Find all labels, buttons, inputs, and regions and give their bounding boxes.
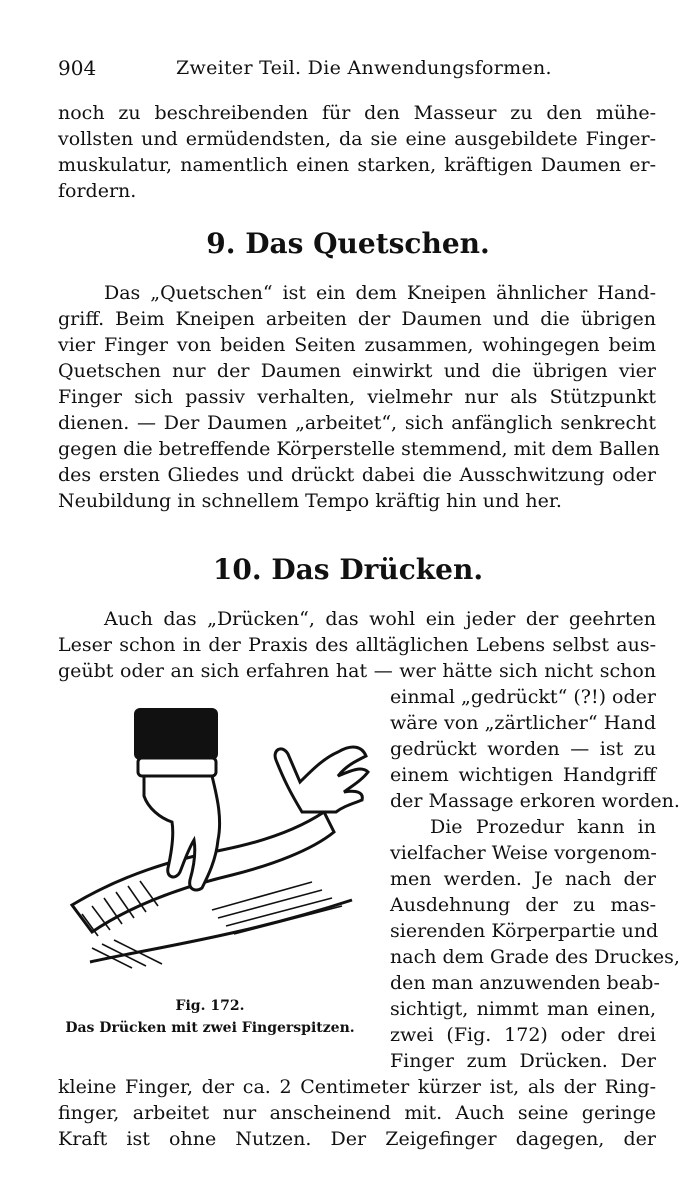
text-line: griff. Beim Kneipen arbeiten der Daumen und die übrigen [58, 308, 656, 330]
text-line: gegen die betreffende Körperstelle stemmend, mit dem Ballen [58, 438, 660, 460]
running-head: Zweiter Teil. Die Anwendungsformen. [176, 57, 552, 79]
text-line: Kraft ist ohne Nutzen. Der Zeigefinger dagegen, der [58, 1128, 656, 1150]
text-line: kleine Finger, der ca. 2 Centimeter kürzer ist, als der Ring- [58, 1076, 656, 1098]
text-line: fordern. [58, 180, 137, 202]
text-line: Neubildung in schnellem Tempo kräftig hin und her. [58, 490, 562, 512]
text-line: Ausdehnung der zu mas- [390, 894, 656, 916]
text-line: noch zu beschreibenden für den Masseur zu den mühe- [58, 102, 656, 124]
section-9-heading: 9. Das Quetschen. [206, 227, 490, 260]
text-line: gedrückt worden — ist zu [390, 738, 656, 760]
page-number: 904 [58, 56, 97, 80]
text-line: Leser schon in der Praxis des alltäglichen Lebens selbst aus- [58, 634, 656, 656]
text-line: wäre von „zärtlicher“ Hand [390, 712, 656, 734]
text-line: geübt oder an sich erfahren hat — wer hätte sich nicht schon [58, 660, 656, 682]
text-line: muskulatur, namentlich einen starken, kräftigen Daumen er- [58, 154, 656, 176]
text-line: Die Prozedur kann in [430, 816, 656, 838]
text-line: sierenden Körperpartie und [390, 920, 659, 942]
text-line: vielfacher Weise vorgenom- [390, 842, 657, 864]
text-line: einmal „gedrückt“ (?!) oder [390, 686, 656, 708]
text-line: einem wichtigen Handgriff [390, 764, 656, 786]
text-line: vier Finger von beiden Seiten zusammen, wohingegen beim [58, 334, 656, 356]
text-line: sichtigt, nimmt man einen, [390, 998, 656, 1020]
text-line: Finger sich passiv verhalten, vielmehr nur als Stützpunkt [58, 386, 656, 408]
text-line: zwei (Fig. 172) oder drei [390, 1024, 656, 1046]
text-line: Quetschen nur der Daumen einwirkt und die übrigen vier [58, 360, 656, 382]
text-line: des ersten Gliedes und drückt dabei die Ausschwitzung oder [58, 464, 656, 486]
text-line: der Massage erkoren worden. [390, 790, 680, 812]
text-line: nach dem Grade des Druckes, [390, 946, 680, 968]
section-10-heading: 10. Das Drücken. [212, 553, 484, 586]
figure-172 [62, 700, 380, 992]
figure-caption: Das Drücken mit zwei Fingerspitzen. [65, 1020, 355, 1036]
two-finger-press-illustration-icon [62, 700, 380, 992]
text-line: Finger zum Drücken. Der [390, 1050, 656, 1072]
text-line: finger, arbeitet nur anscheinend mit. Auch seine geringe [58, 1102, 656, 1124]
text-line: Auch das „Drücken“, das wohl ein jeder der geehrten [104, 608, 656, 630]
text-line: men werden. Je nach der [390, 868, 656, 890]
text-line: den man anzuwenden beab- [390, 972, 660, 994]
figure-label: Fig. 172. [175, 998, 245, 1014]
text-line: dienen. — Der Daumen „arbeitet“, sich anfänglich senkrecht [58, 412, 656, 434]
text-line: Das „Quetschen“ ist ein dem Kneipen ähnlicher Hand- [104, 282, 656, 304]
text-line: vollsten und ermüdendsten, da sie eine ausgebildete Finger- [58, 128, 656, 150]
